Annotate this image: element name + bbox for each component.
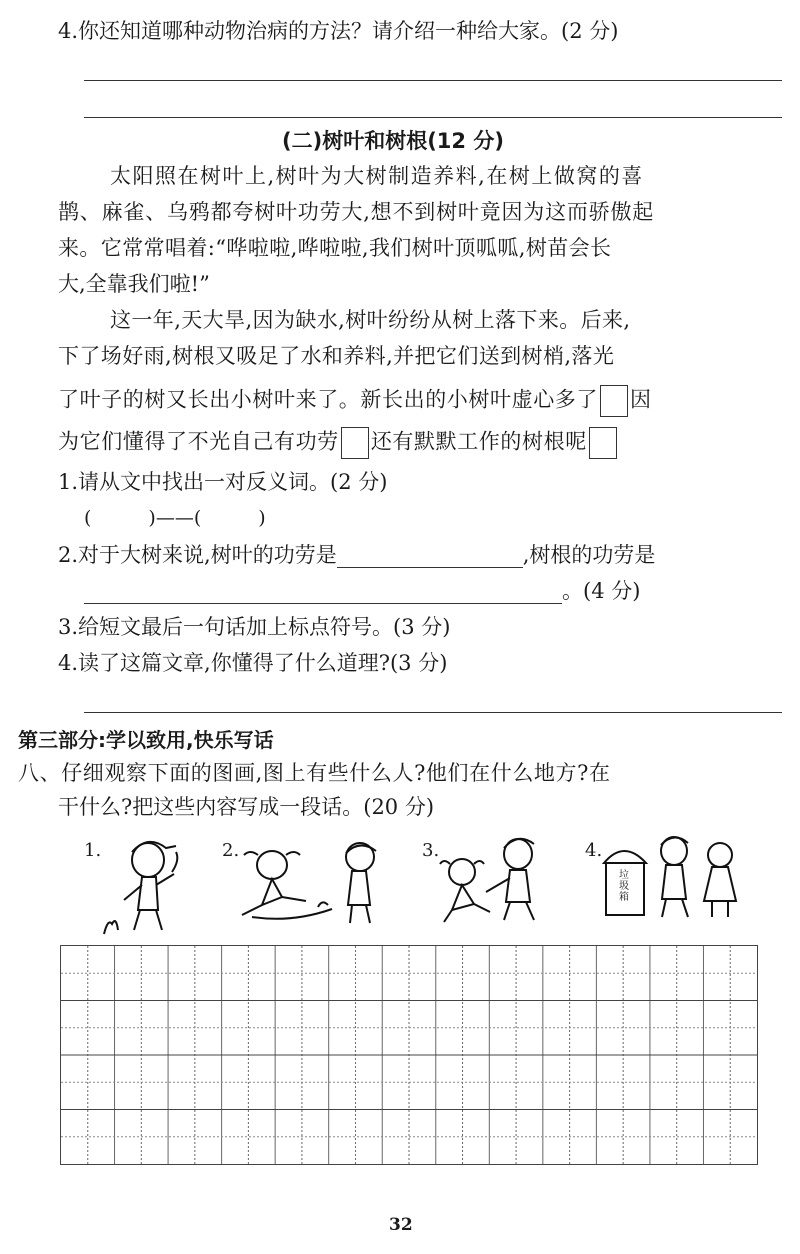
bin-label xyxy=(618,870,630,903)
page-number: 32 xyxy=(389,1215,413,1235)
picture-number: 1. xyxy=(84,840,102,861)
section-title: (二)树叶和树根(12 分) xyxy=(282,129,504,153)
question-2-text: ,树根的功劳是 xyxy=(522,543,656,567)
picture-number: 2. xyxy=(222,840,240,861)
bin-label-char: 垃 xyxy=(619,870,629,881)
answer-line[interactable] xyxy=(84,117,782,118)
answer-line[interactable] xyxy=(84,712,782,713)
question-4: 4.读了这篇文章,你懂得了什么道理?(3 分) xyxy=(58,651,448,675)
passage-line xyxy=(58,427,619,459)
writing-grid-lines xyxy=(61,946,757,1164)
passage-line: 下了场好雨,树根又吸足了水和养料,并把它们送到树梢,落光 xyxy=(58,344,615,368)
passage-text: 还有默默工作的树根呢 xyxy=(370,429,587,454)
question-2-text: 。(4 分) xyxy=(562,579,641,603)
passage-line: 这一年,天大旱,因为缺水,树叶纷纷从树上落下来。后来, xyxy=(110,308,631,332)
writing-task: 干什么?把这些内容写成一段话。(20 分) xyxy=(58,795,435,819)
boy-helping-girl-icon xyxy=(434,830,564,925)
prev-question-4: 4.你还知道哪种动物治病的方法？请介绍一种给大家。(2 分) xyxy=(58,19,619,43)
punctuation-box[interactable] xyxy=(600,385,628,417)
passage-text: 了叶子的树又长出小树叶来了。新长出的小树叶虚心多了 xyxy=(58,387,598,412)
boy-eating-banana-icon xyxy=(98,830,198,940)
passage-line: 大,全靠我们啦!” xyxy=(58,272,210,296)
girl-slipping-icon xyxy=(232,835,392,925)
antonym-blank[interactable]: ( )——( ) xyxy=(84,507,266,529)
answer-blank-leaf[interactable] xyxy=(337,543,523,568)
answer-blank-root[interactable] xyxy=(84,579,562,604)
passage-text: 为它们懂得了不光自己有功劳 xyxy=(58,429,339,454)
passage-line: 鹊、麻雀、乌鸦都夸树叶功劳大,想不到树叶竟因为这而骄傲起 xyxy=(58,200,655,224)
question-2-cont xyxy=(84,578,640,604)
punctuation-box[interactable] xyxy=(589,427,617,459)
question-2 xyxy=(58,542,655,568)
part-heading: 第三部分:学以致用,快乐写话 xyxy=(18,728,274,752)
question-2-text: 2.对于大树来说,树叶的功劳是 xyxy=(58,543,337,567)
punctuation-box[interactable] xyxy=(341,427,369,459)
picture-number: 3. xyxy=(422,840,440,861)
answer-line[interactable] xyxy=(84,80,782,81)
writing-task: 八、仔细观察下面的图画,图上有些什么人?他们在什么地方?在 xyxy=(18,761,611,785)
bin-label-char: 箱 xyxy=(619,892,629,903)
passage-line xyxy=(58,385,652,417)
picture-number: 4. xyxy=(585,840,603,861)
passage-line: 太阳照在树叶上,树叶为大树制造养料,在树上做窝的喜 xyxy=(110,164,644,188)
passage-text: 因 xyxy=(630,387,652,412)
passage-line: 来。它常常唱着:“哗啦啦,哗啦啦,我们树叶顶呱呱,树苗会长 xyxy=(58,236,612,260)
bin-label-char: 圾 xyxy=(619,881,629,892)
question-3: 3.给短文最后一句话加上标点符号。(3 分) xyxy=(58,615,451,639)
writing-grid[interactable] xyxy=(60,945,758,1165)
question-1: 1.请从文中找出一对反义词。(2 分) xyxy=(58,470,388,494)
